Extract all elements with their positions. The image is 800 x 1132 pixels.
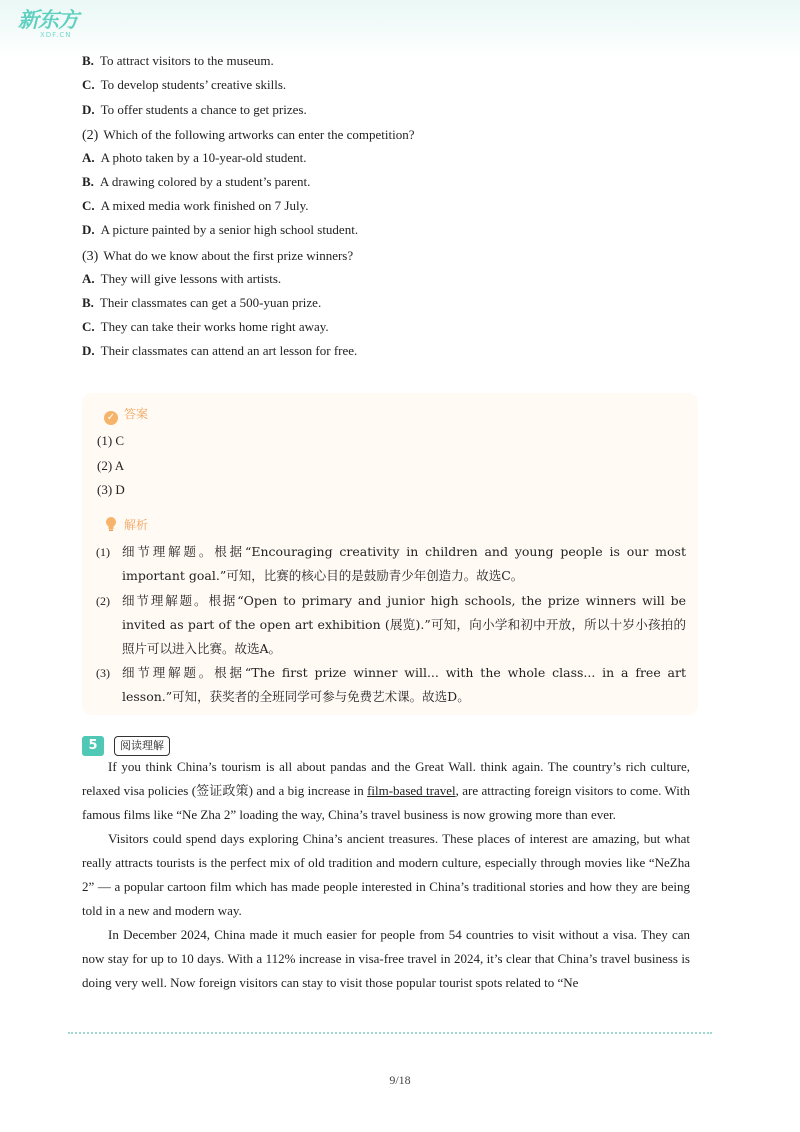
explanation-item-3: (3) 细节理解题。根据“The first prize winner will... with the whole class... in a free art lesson.”可知，获奖者的全班同学可参与免费艺术课。故选D。 bbox=[96, 665, 686, 704]
brand-logo bbox=[18, 8, 88, 42]
q3-option-d: D. Their classmates can attend an art lesson for free. bbox=[82, 343, 358, 358]
q3-option-b: B. Their classmates can get a 500-yuan prize. bbox=[82, 295, 322, 310]
q2-option-c: C. A mixed media work finished on 7 July. bbox=[82, 198, 309, 213]
answer-item-3: (3) D bbox=[97, 482, 125, 497]
q3-option-a: A. They will give lessons with artists. bbox=[82, 271, 282, 286]
q1-option-c: C. To develop students’ creative skills. bbox=[82, 77, 287, 92]
answer-item-1: (1) C bbox=[97, 433, 125, 448]
answer-item-2: (2) A bbox=[97, 458, 125, 473]
underlined-phrase: film-based travel bbox=[367, 783, 456, 798]
answer-heading: ✓ 答案 bbox=[104, 405, 148, 425]
passage-paragraph-2: Visitors could spend days exploring China’s ancient treasures. These places of interest are amazing, but what really attracts tourists is the perfect mix of old tradition and modern culture, especially through movies like “NeZha 2” — a popular cartoon film which has made people interested in China’s traditional stories and how they are being told in a new and modern way. bbox=[82, 831, 690, 918]
explanation-item-2: (2) 细节理解题。根据“Open to primary and junior high schools, the prize winners will be invited as part of the open art exhibition (展览).”可知，向小学和初中开放，所以十岁小孩拍的照片可以进入比赛。故选A。 bbox=[96, 593, 686, 656]
q2-stem: (2) Which of the following artworks can enter the competition? bbox=[82, 127, 415, 143]
passage-paragraph-3: In December 2024, China made it much easier for people from 54 countries to visit without a visa. They can now stay for up to 10 days. With a 112% increase in visa-free travel in 2024, it’s clear that China’s travel business is doing very well. Now foreign visitors can stay to visit those popular tourist spots related to “Ne bbox=[82, 927, 690, 990]
q2-option-d: D. A picture painted by a senior high school student. bbox=[82, 222, 359, 237]
explanation-heading: 解析 bbox=[104, 516, 148, 533]
header-band bbox=[0, 0, 800, 58]
question-number-badge: 5 bbox=[82, 736, 104, 756]
answer-explanation-box bbox=[82, 393, 698, 715]
logo-text: 新东方 bbox=[18, 8, 78, 32]
q1-option-b: B. To attract visitors to the museum. bbox=[82, 53, 274, 68]
check-icon: ✓ bbox=[104, 411, 118, 425]
q3-stem: (3) What do we know about the first prize winners? bbox=[82, 248, 354, 264]
q2-option-a: A. A photo taken by a 10-year-old student. bbox=[82, 150, 307, 165]
page-number: 9/18 bbox=[389, 1073, 411, 1087]
reading-passage bbox=[82, 755, 690, 995]
q3-option-c: C. They can take their works home right away. bbox=[82, 319, 329, 334]
q1-option-d: D. To offer students a chance to get prizes. bbox=[82, 102, 307, 117]
lightbulb-icon bbox=[104, 516, 118, 532]
logo-subtext: XDF.CN bbox=[40, 31, 72, 39]
question-type-tag: 阅读理解 bbox=[114, 736, 170, 756]
explanation-item-1: (1) 细节理解题。根据“Encouraging creativity in children and young people is our most important goal.”可知，比赛的核心目的是鼓励青少年创造力。故选C。 bbox=[96, 544, 686, 583]
footer-divider bbox=[68, 1032, 712, 1034]
q2-option-b: B. A drawing colored by a student’s parent. bbox=[82, 174, 311, 189]
passage-paragraph-1: If you think China’s tourism is all about pandas and the Great Wall. think again. The country’s rich culture, relaxed visa policies (签证政策) and a big increase in film-based travel, are attracting foreign visitors to come. With famous films like “Ne Zha 2” loading the way, China’s travel business is now growing more than ever. bbox=[82, 759, 690, 822]
